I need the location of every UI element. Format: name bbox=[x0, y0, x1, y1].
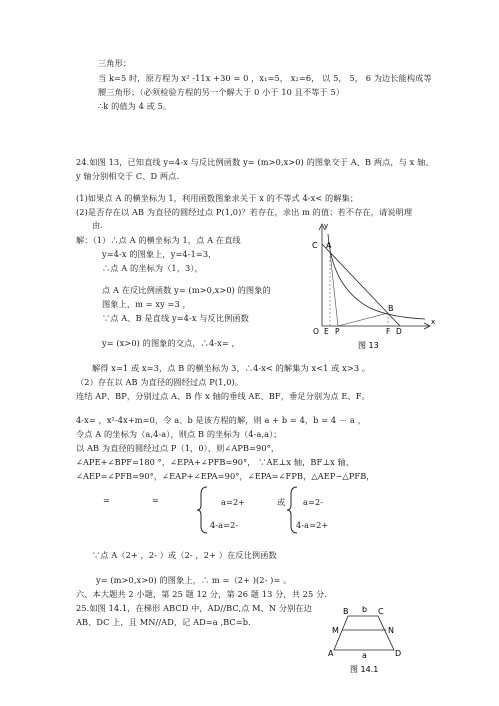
text-line: 腰三角形；（必须检验方程的另一个解大于 0 小于 10 且不等于 5） bbox=[98, 87, 345, 97]
solution-line: 令点 A 的坐标为（a,4-a），则点 B 的坐标为（4-a,a）； bbox=[76, 429, 282, 439]
point-c-label: C bbox=[378, 607, 384, 616]
point-o-label: O bbox=[313, 327, 319, 336]
system-equation: 4-a=2- bbox=[210, 520, 239, 530]
solution-line: 点 A 在反比例函数 y= (m>0,x>0) 的图象的 bbox=[102, 285, 271, 295]
side-b-label: b bbox=[362, 605, 368, 614]
equation-equals: = bbox=[152, 495, 159, 505]
trapezoid-abcd bbox=[334, 616, 394, 650]
question-24-part1: (1)如果点 A 的横坐标为 1，利用函数图象求关于 x 的不等式 4-x< 的解集； bbox=[76, 193, 359, 203]
section-heading: 六、本大题共 2 小题，第 25 题 12 分，第 26 题 13 分，共 25 分. bbox=[76, 589, 327, 599]
figure-13 bbox=[300, 222, 440, 352]
hyperbola-curve bbox=[328, 234, 425, 319]
solution-line: 4-x= ，x²-4x+m=0，令 a、b 是该方程的解，则 a + b = 4，b = 4 － a ， bbox=[76, 415, 366, 425]
question-24-stem: 24.如图 13，已知直线 y=4-x 与反比例函数 y= (m>0,x>0) 的图象交于 A、B 两点，与 x 轴、 bbox=[76, 157, 434, 167]
point-a-label: A bbox=[328, 649, 334, 658]
y-axis-label: y bbox=[324, 222, 329, 230]
solution-line: y= (m>0,x>0) 的图象上，∴ m =（2+ )(2- )= 。 bbox=[96, 575, 292, 585]
solution-line: ∴点 A 的坐标为（1，3）， bbox=[102, 263, 203, 273]
point-b-label: B bbox=[388, 304, 394, 313]
equation-equals: = bbox=[103, 495, 110, 505]
solution-line: 连结 AP、BP，分别过点 A、B 作 x 轴的垂线 AE、BF，垂足分别为点 E、F。 bbox=[76, 391, 370, 401]
point-d-label: D bbox=[395, 649, 402, 658]
point-c-label: C bbox=[312, 241, 318, 250]
question-24-part2: (2)是否存在以 AB 为直径的圆经过点 P(1,0)？若存在，求出 m 的值；若不存在，请说明理 bbox=[76, 207, 413, 217]
solution-line: y=4-x 的图象上，y=4-1=3， bbox=[102, 249, 217, 259]
figure-13-caption: 图 13 bbox=[358, 341, 379, 350]
system-equation: 4-a=2+ bbox=[296, 520, 329, 530]
figure-14-caption: 图 14.1 bbox=[350, 665, 379, 674]
question-24-part2-cont: 由. bbox=[92, 220, 103, 230]
system-equation: a=2- bbox=[303, 497, 324, 507]
solution-line: ∵点 A、B 是直线 y=4-x 与反比例函数 bbox=[102, 313, 249, 323]
point-e-label: E bbox=[324, 327, 329, 336]
solution-line: （2）存在以 AB 为直径的圆经过点 P(1,0)。 bbox=[76, 377, 244, 387]
solution-line: y= (x>0) 的图象的交点，∴4-x= ， bbox=[102, 338, 240, 348]
solution-line: 图象上，m = xy =3 ， bbox=[102, 299, 191, 309]
text-line: 当 k=5 时，原方程为 x² -11x +30 = 0 ，x₁=5， x₂=6， 以 5， 5， 6 为边长能构成等 bbox=[98, 73, 432, 83]
point-a-label: A bbox=[326, 241, 332, 250]
solution-line: 解得 x=1 或 x=3，点 B 的横坐标为 3，∴4-x< 的解集为 x<1 或 x>3 。 bbox=[92, 363, 371, 373]
point-b-label: B bbox=[343, 607, 349, 616]
solution-line: ∠AEP=∠PFB=90°，∠EAP+∠EPA=90°，∠EPA=∠FPB，△AEP∽△PFB， bbox=[76, 471, 375, 481]
solution-line: 解：（1）∴点 A 的横坐标为 1，点 A 在直线 bbox=[76, 235, 241, 245]
point-f-label: F bbox=[386, 327, 391, 336]
solution-line: 以 AB 为直径的圆经过点 P（1，0），则∠APB=90°， bbox=[76, 443, 280, 453]
solution-line: ∠APE+∠BPF=180 °，∠EPA+∠PFB=90°， ∵AE⊥x 轴，BF⊥x 轴， bbox=[76, 457, 355, 467]
question-25-stem-cont: AB、DC 上，且 MN//AD，记 AD=a ,BC=b. bbox=[76, 617, 251, 627]
point-m-label: M bbox=[332, 626, 339, 635]
x-axis-label: x bbox=[431, 318, 436, 326]
left-brace bbox=[196, 485, 210, 535]
or-text: 或 bbox=[277, 497, 286, 507]
question-25-stem: 25.如图 14.1，在梯形 ABCD 中，AD//BC,点 M、N 分别在边 bbox=[76, 603, 312, 613]
solution-line: ∵点 A（2+ ，2- ）或（2- ，2+ ）在反比例函数 bbox=[92, 550, 277, 560]
point-d-label: D bbox=[396, 327, 402, 336]
system-equation: a=2+ bbox=[221, 497, 246, 507]
figure-14-1 bbox=[330, 600, 420, 678]
side-a-label: a bbox=[362, 651, 367, 660]
point-p-label: P bbox=[335, 327, 340, 336]
text-line: ∴k 的值为 4 或 5。 bbox=[98, 101, 172, 111]
text-line: 三角形； bbox=[98, 58, 132, 68]
question-24-stem-cont: y 轴分别相交于 C、D 两点. bbox=[76, 171, 180, 181]
point-n-label: N bbox=[388, 626, 394, 635]
